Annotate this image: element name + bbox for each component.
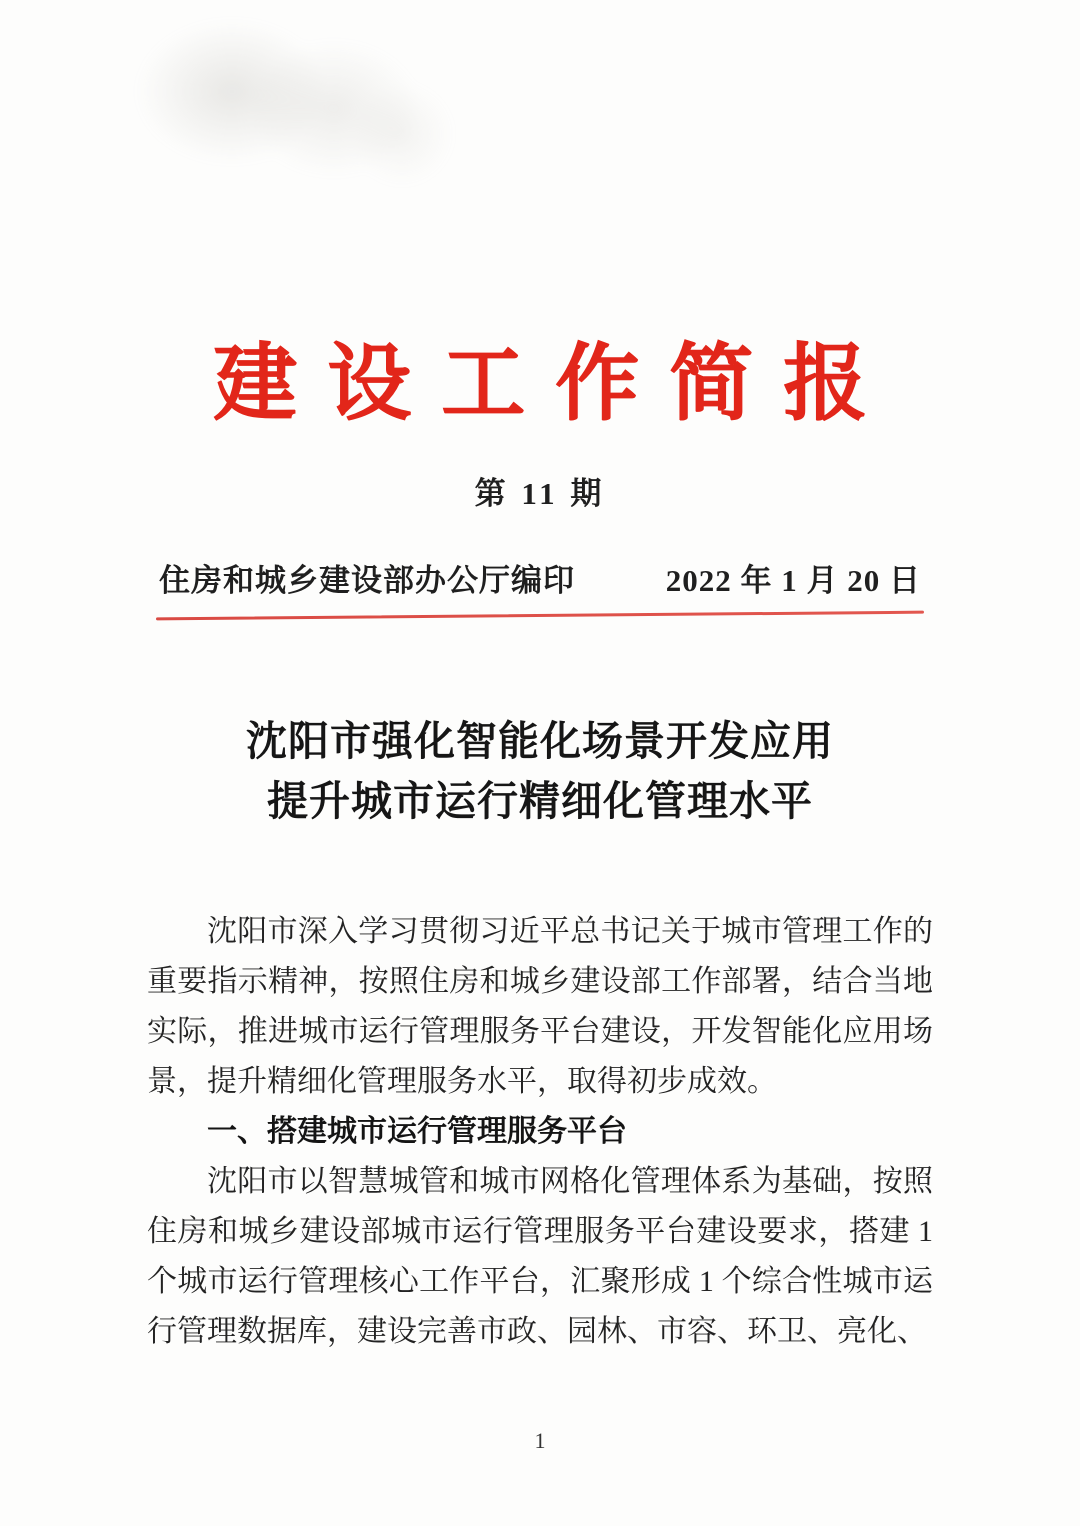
publish-date: 2022 年 1 月 20 日 bbox=[665, 563, 921, 599]
body-paragraph-2: 沈阳市以智慧城管和城市网格化管理体系为基础，按照住房和城乡建设部城市运行管理服务平台建设要求，搭建 1 个城市运行管理核心工作平台，汇聚形成 1 个综合性城市运行管理数据库，建设完善市政、园林、市容、环卫、亮化、 bbox=[147, 1165, 933, 1349]
body-paragraph-1: 沈阳市深入学习贯彻习近平总书记关于城市管理工作的重要指示精神，按照住房和城乡建设部工作部署，结合当地实际，推进城市运行管理服务平台建设，开发智能化应用场景，提升精细化管理服务水平，取得初步成效。 bbox=[147, 915, 933, 1099]
article-title bbox=[0, 711, 1080, 831]
article-body bbox=[147, 907, 933, 1357]
publisher-row bbox=[159, 555, 921, 600]
page-number: 1 bbox=[534, 1428, 546, 1453]
section-heading-1: 一、搭建城市运行管理服务平台 bbox=[207, 1115, 627, 1149]
article-title-line-2: 提升城市运行精细化管理水平 bbox=[267, 778, 813, 825]
masthead-red-divider bbox=[156, 611, 924, 621]
issue-number: 第 11 期 bbox=[474, 476, 606, 512]
publisher-name: 住房和城乡建设部办公厅编印 bbox=[159, 563, 575, 599]
masthead-title: 建设工作简报 bbox=[212, 338, 897, 431]
article-title-line-1: 沈阳市强化智能化场景开发应用 bbox=[246, 718, 834, 765]
